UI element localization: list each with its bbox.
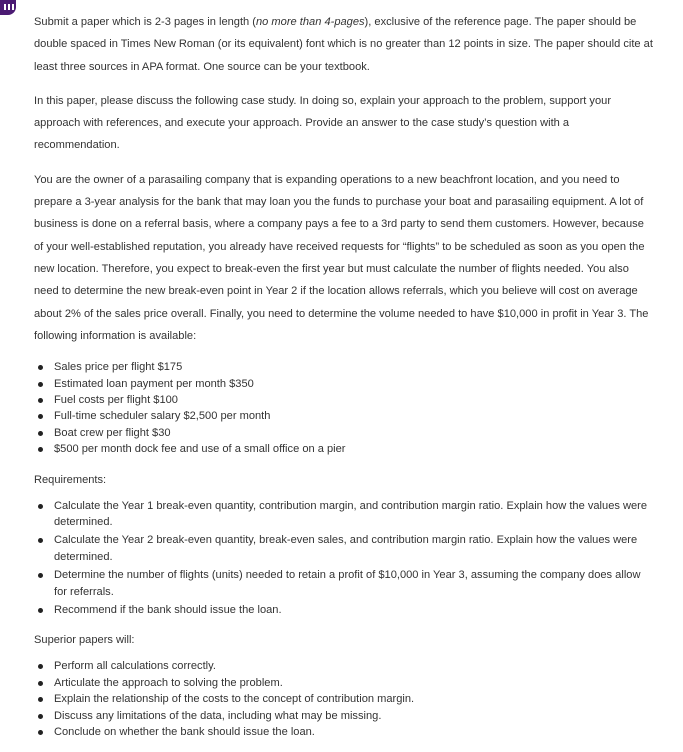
list-item: Determine the number of flights (units) needed to retain a profit of $10,000 in Year 3, assuming the company does allow for referrals.: [34, 567, 654, 600]
list-item: Perform all calculations correctly.: [34, 658, 654, 674]
list-item: Calculate the Year 1 break-even quantity, contribution margin, and contribution margin ratio. Explain how the values were determined.: [34, 498, 654, 531]
requirements-heading: Requirements:: [34, 473, 107, 486]
list-item: Explain the relationship of the costs to the concept of contribution margin.: [34, 691, 654, 707]
information-list: [34, 359, 654, 457]
superior-list: [34, 658, 654, 740]
corner-bar: [8, 4, 10, 10]
list-item: $500 per month dock fee and use of a small office on a pier: [34, 441, 654, 457]
list-item: Boat crew per flight $30: [34, 425, 654, 441]
intro-text-end: ), exclusive of the reference page. The paper should be double spaced in Times New Roman (or its equivalent) font which is no greater than 12 points in size. The paper should cite at least three sources in APA format. One source can be your textbook.: [34, 16, 653, 73]
corner-menu-icon[interactable]: [0, 0, 16, 15]
requirements-list: [34, 498, 654, 619]
case-study-paragraph: You are the owner of a parasailing company that is expanding operations to a new beachfront location, and you need to prepare a 3-year analysis for the bank that may loan you the funds to purchase your boat and parasailing equipment. A lot of business is done on a referral basis, where a company pays a fee to a 3rd party to send them customers. However, because of your well-established reputation, you already have received requests for “flights” to be scheduled as soon as you open the new location. Therefore, you expect to break-even the first year but must calculate the number of flights needed. You also need to determine the new break-even point in Year 2 if the location allows referrals, which you believe will cost on average about 2% of the sales price overall. Finally, you need to determine the volume needed to have $10,000 in profit in Year 3. The following information is available:: [34, 173, 649, 342]
list-item: Recommend if the bank should issue the loan.: [34, 602, 654, 618]
list-item: Conclude on whether the bank should issue the loan.: [34, 724, 654, 740]
assignment-content: [34, 11, 654, 752]
intro-emphasis: no more than 4-pages: [256, 16, 365, 28]
intro-paragraph: [34, 11, 654, 78]
list-item: Discuss any limitations of the data, including what may be missing.: [34, 708, 654, 724]
list-item: Articulate the approach to solving the problem.: [34, 675, 654, 691]
instructions-paragraph: In this paper, please discuss the following case study. In doing so, explain your approach to the problem, support your approach with references, and execute your approach. Provide an answer to the case study’s question with a recommendation.: [34, 94, 612, 152]
list-item: Full-time scheduler salary $2,500 per month: [34, 408, 654, 424]
list-item: Estimated loan payment per month $350: [34, 376, 654, 392]
corner-bar: [4, 4, 6, 10]
corner-bar: [12, 4, 14, 10]
list-item: Sales price per flight $175: [34, 359, 654, 375]
list-item: Fuel costs per flight $100: [34, 392, 654, 408]
intro-text-start: Submit a paper which is 2-3 pages in length (: [34, 16, 256, 28]
superior-heading: Superior papers will:: [34, 634, 135, 647]
list-item: Calculate the Year 2 break-even quantity, break-even sales, and contribution margin ratio. Explain how the values were determined.: [34, 532, 654, 565]
